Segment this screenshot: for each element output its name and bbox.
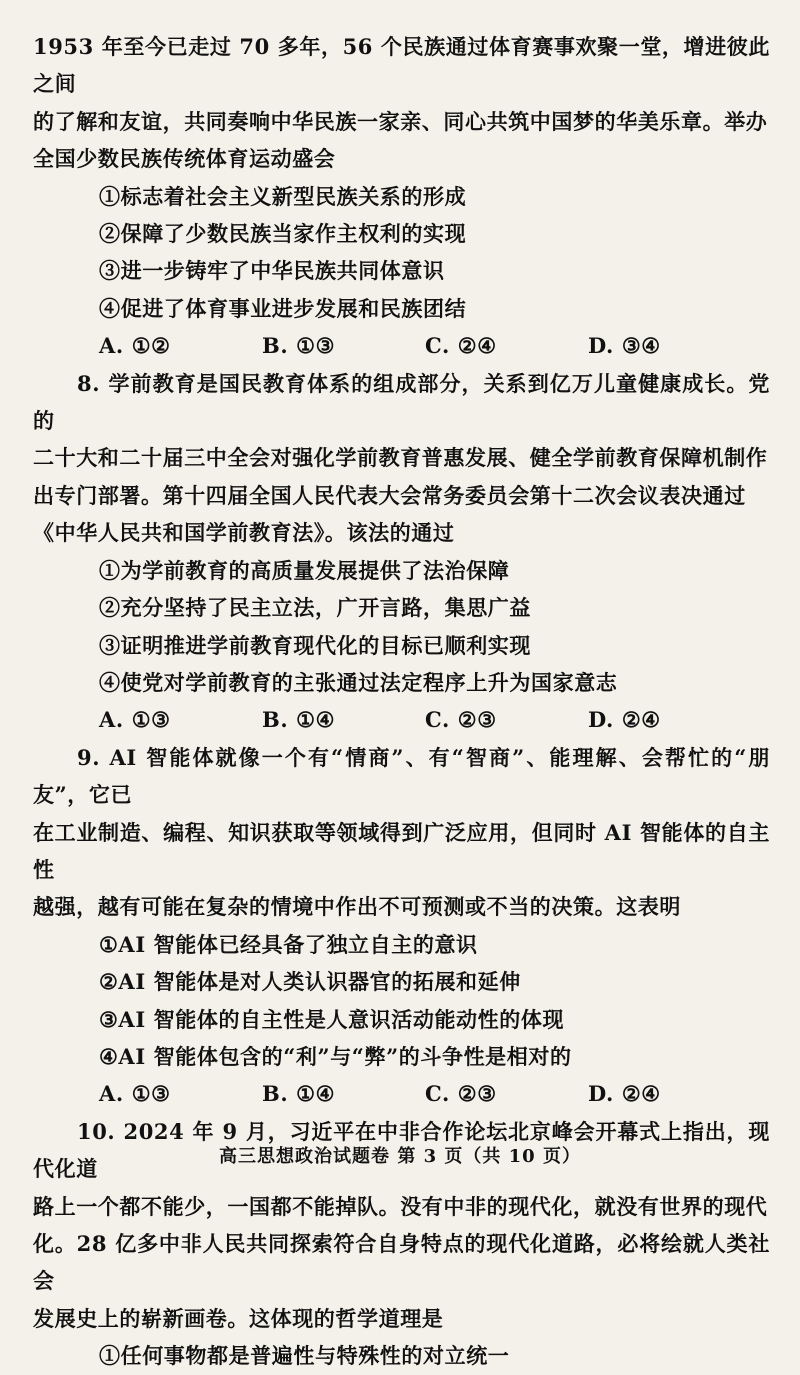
question-10-stem-line-3: 化。28 亿多中非人民共同探索符合自身特点的现代化道路，必将绘就人类社会 <box>33 1231 770 1294</box>
question-8-option-a: A. ①③ <box>99 707 171 733</box>
question-10-stem-line-4: 发展史上的崭新画卷。这体现的哲学道理是 <box>33 1305 444 1331</box>
question-7-option-c: C. ②④ <box>425 333 497 359</box>
question-8-stem-line-3: 出专门部署。第十四届全国人民代表大会常务委员会第十二次会议表决通过 <box>33 482 746 508</box>
question-10-statement-1: ①任何事物都是普遍性与特殊性的对立统一 <box>99 1343 510 1369</box>
question-8-option-b: B. ①④ <box>262 707 336 733</box>
question-8-options <box>33 701 770 738</box>
question-8-statement-1: ①为学前教育的高质量发展提供了法治保障 <box>99 557 510 583</box>
question-7-option-d: D. ③④ <box>588 333 661 359</box>
question-9-statement-4: ④AI 智能体包含的“利”与“弊”的斗争性是相对的 <box>99 1043 572 1069</box>
question-10-stem-line-2: 路上一个都不能少，一国都不能掉队。没有中非的现代化，就没有世界的现代 <box>33 1193 768 1219</box>
question-9-option-b: B. ①④ <box>262 1081 336 1107</box>
question-7-stem-line-1: 1953 年至今已走过 70 多年，56 个民族通过体育赛事欢聚一堂，增进彼此之间 <box>33 34 770 97</box>
question-9-statement-1: ①AI 智能体已经具备了独立自主的意识 <box>99 931 478 957</box>
question-7-statement-2: ②保障了少数民族当家作主权利的实现 <box>99 221 467 247</box>
question-8-statement-4: ④使党对学前教育的主张通过法定程序上升为国家意志 <box>99 669 618 695</box>
question-8-statement-3: ③证明推进学前教育现代化的目标已顺利实现 <box>99 632 531 658</box>
page-footer: 高三思想政治试题卷 第 3 页（共 10 页） <box>219 1146 581 1167</box>
question-7-option-a: A. ①② <box>99 333 171 359</box>
question-7-statement-3: ③进一步铸牢了中华民族共同体意识 <box>99 258 445 284</box>
question-8-statement-2: ②充分坚持了民主立法，广开言路，集思广益 <box>99 595 531 621</box>
question-9-stem-line-1: 9. AI 智能体就像一个有“情商”、有“智商”、能理解、会帮忙的“朋友”，它已 <box>33 744 770 808</box>
question-9-option-c: C. ②③ <box>425 1081 497 1107</box>
question-7-options <box>33 327 770 364</box>
question-9-option-a: A. ①③ <box>99 1081 171 1107</box>
question-9-statement-3: ③AI 智能体的自主性是人意识活动能动性的体现 <box>99 1006 565 1032</box>
question-9-stem-line-2: 在工业制造、编程、知识获取等领域得到广泛应用，但同时 AI 智能体的自主性 <box>33 819 770 882</box>
question-8-stem-line-1: 8. 学前教育是国民教育体系的组成部分，关系到亿万儿童健康成长。党的 <box>33 370 770 434</box>
question-7-statement-4: ④促进了体育事业进步发展和民族团结 <box>99 295 467 321</box>
question-9-option-d: D. ②④ <box>588 1081 661 1107</box>
question-9-statement-2: ②AI 智能体是对人类认识器官的拓展和延伸 <box>99 969 521 995</box>
question-9-options <box>33 1075 770 1112</box>
question-9-stem-line-3: 越强，越有可能在复杂的情境中作出不可预测或不当的决策。这表明 <box>33 894 681 920</box>
question-8-option-d: D. ②④ <box>588 707 661 733</box>
question-9 <box>33 739 770 1113</box>
question-7-option-b: B. ①③ <box>262 333 336 359</box>
question-8-stem-line-2: 二十大和二十届三中全会对强化学前教育普惠发展、健全学前教育保障机制作 <box>33 445 768 471</box>
question-7-stem-line-3: 全国少数民族传统体育运动盛会 <box>33 146 336 172</box>
question-7 <box>33 28 770 365</box>
question-7-statement-1: ①标志着社会主义新型民族关系的形成 <box>99 183 467 209</box>
question-10-stem-line-1: 10. 2024 年 9 月，习近平在中非合作论坛北京峰会开幕式上指出，现代化道 <box>33 1118 770 1182</box>
question-8-option-c: C. ②③ <box>425 707 497 733</box>
question-7-stem-line-2: 的了解和友谊，共同奏响中华民族一家亲、同心共筑中国梦的华美乐章。举办 <box>33 108 768 134</box>
question-8-stem-line-4: 《中华人民共和国学前教育法》。该法的通过 <box>33 520 455 546</box>
question-8 <box>33 365 770 739</box>
